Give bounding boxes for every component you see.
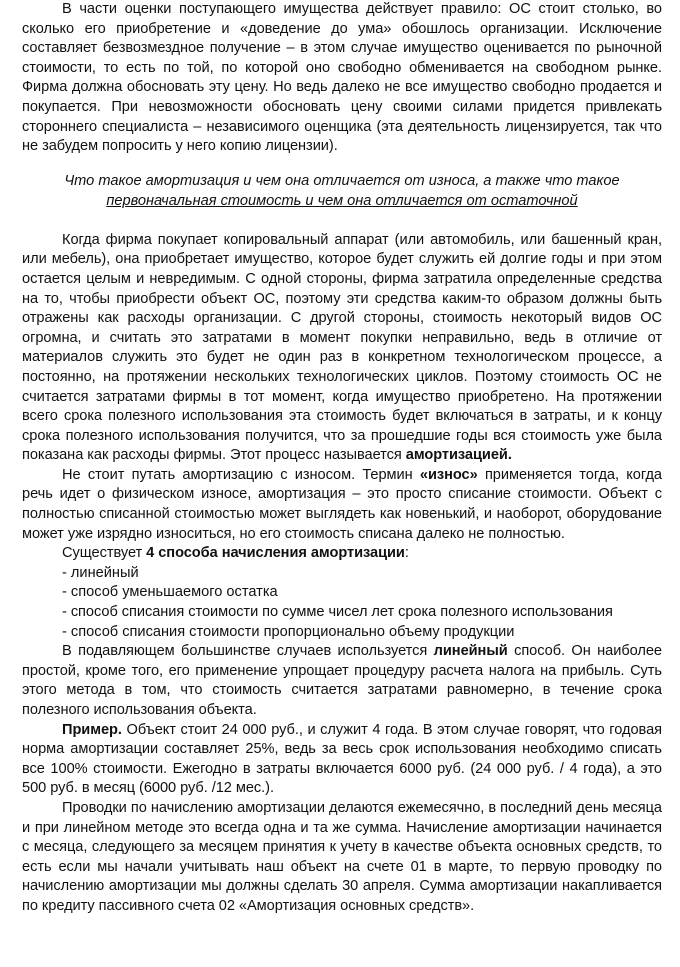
- paragraph-amortization-intro: [22, 231, 662, 466]
- paragraph-text: В подавляющем большинстве случаев используется: [62, 643, 434, 660]
- paragraph-methods-count: [22, 544, 662, 564]
- term-four-methods: 4 способа начисления амортизации: [146, 545, 405, 562]
- section-heading: [22, 171, 662, 211]
- paragraph-text: Существует: [62, 545, 147, 562]
- paragraph-text: применяется тогда, когда речь идет о физическом износе, амортизация – это просто списание стоимости. Объект с полностью списанной стоимостью может выглядеть как новенький, и наоборот, оборудование может уже изрядно износиться, но его стоимость списана далеко не полностью.: [22, 466, 662, 542]
- term-amortization: амортизацией.: [405, 447, 512, 464]
- heading-line-2: первоначальная стоимость и чем она отличается от остаточной: [106, 192, 578, 209]
- list-item: - линейный: [62, 564, 139, 581]
- paragraph-text: способ. Он наиболее простой, кроме того, его применение упрощает процедуру расчета налога на прибыль. Суть этого метода в том, что стоимость считается затратами равномерно, в течение срока полезного использования объекта.: [22, 643, 662, 718]
- heading-line-1: Что такое амортизация и чем она отличается от износа, а также что такое: [64, 172, 620, 189]
- term-example: Пример.: [62, 721, 122, 738]
- term-linear: линейный: [433, 643, 508, 660]
- list-item: - способ списания стоимости пропорционально объему продукции: [62, 623, 515, 640]
- list-item: - способ уменьшаемого остатка: [62, 584, 278, 601]
- paragraph-text: :: [404, 545, 409, 562]
- paragraph-text: Объект стоит 24 000 руб., и служит 4 года. В этом случае говорят, что годовая норма амортизации составляет 25%, ведь за весь срок использования необходимо списать все 100% стоимости. Ежегодно в затраты включается 6000 руб. (24 000 руб. / 4 года), а это 500 руб. в месяц (6000 руб. /12 мес.).: [22, 721, 662, 797]
- paragraph-postings: Проводки по начислению амортизации делаются ежемесячно, в последний день месяца и при линейном методе это всегда одна и та же сумма. Начисление амортизации начинается с месяца, следующего за месяцем принятия к учету в качестве объекта основных средств, то есть если мы начали учитывать наш объект на счете 01 в марте, то первую проводку по начислению амортизации мы должны сделать 30 апреля. Сумма амортизации накапливается по кредиту пассивного счета 02 «Амортизация основных средств».: [22, 799, 662, 914]
- paragraph-wear-vs-amortization: [22, 466, 662, 544]
- paragraph-asset-valuation: В части оценки поступающего имущества действует правило: ОС стоит столько, во сколько его приобретение и «доведение до ума» обошлось организации. Исключение составляет безвозмездное получение – в этом случае имущество оценивается по рыночной стоимости, то есть по той, по которой оно свободно обменивается на свободном рынке. Фирма должна обосновать эту цену. Но ведь далеко не все имущество свободно продается и покупается. При невозможности обосновать цену своими силами придется привлекать стороннего специалиста – независимого оценщика (эта деятельность лицензируется, так что не забудем попросить у него копию лицензии).: [22, 1, 662, 155]
- list-item: - способ списания стоимости по сумме чисел лет срока полезного использования: [62, 604, 613, 621]
- paragraph-text: Когда фирма покупает копировальный аппарат (или автомобиль, или башенный кран, или мебель), она приобретает имущество, которое будет служить ей долгие годы и при этом остается целым и невредимым. С одной стороны, фирма затратила определенные средства на то, чтобы приобрести объект ОС, поэтому эти средства каким-то образом должны быть отражены как расходы организации. С другой стороны, стоимость некоторый видов ОС огромна, и считать это затратами в момент покупки неправильно, ведь в отличие от материалов служить это будет не один раз в конкретном технологическом процессе, а постоянно, на протяжении нескольких технологических циклов. Поэтому стоимость ОС не считается затратами фирмы в тот момент, когда имущество приобретено. На протяжении всего срока полезного использования эта стоимость будет включаться в затраты, и к концу срока полезного использования получится, что за прошедшие годы вся стоимость уже была показана как расходы фирмы. Этот процесс называется: [22, 231, 662, 464]
- paragraph-linear-method: [22, 642, 662, 720]
- paragraph-text: Не стоит путать амортизацию с износом. Термин: [62, 466, 420, 483]
- term-wear: «износ»: [419, 466, 478, 483]
- paragraph-example: [22, 721, 662, 799]
